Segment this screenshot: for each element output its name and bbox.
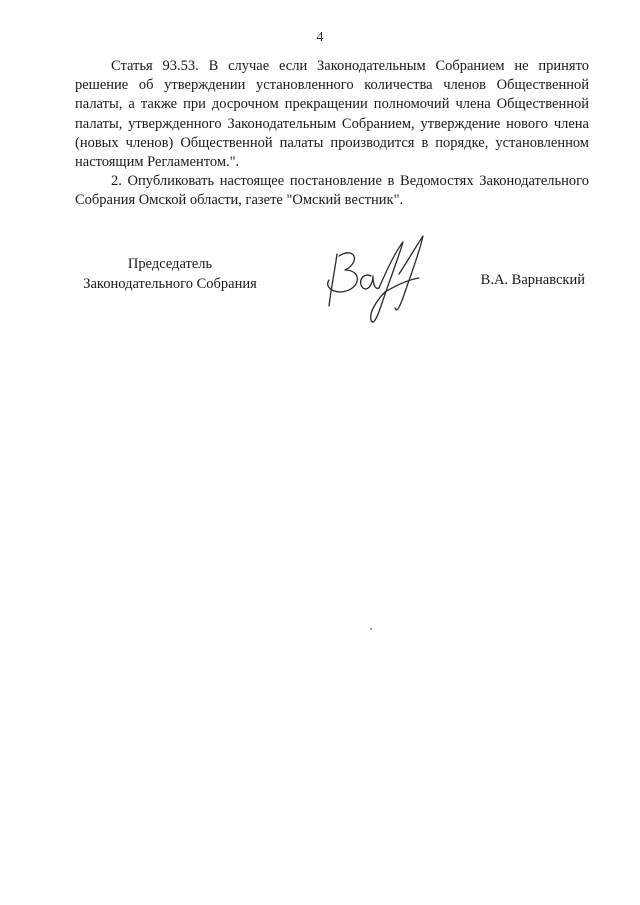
signer-title-line-1: Председатель — [127, 256, 213, 272]
body-text — [75, 57, 589, 211]
signer-title — [75, 254, 265, 294]
paragraph-publish: 2. Опубликовать настоящее постановление в Ведомостях Законодательного Собрания Омской области, газете "Омский вестник". — [75, 173, 589, 209]
handwritten-signature — [315, 234, 435, 330]
scan-speck — [370, 628, 372, 630]
signer-title-line-2: Законодательного Собрания — [83, 276, 257, 292]
page-number: 4 — [316, 30, 324, 45]
signature-block — [75, 250, 589, 340]
paragraph-article-93-53: Статья 93.53. В случае если Законодательным Собранием не принято решение об утверждении установленного количества членов Общественной палаты, а также при досрочном прекращении полномочий члена Общественной палаты, утвержденного Законодательным Собранием, утверждение нового члена (новых членов) Общественной палаты производится в порядке, установленном настоящим Регламентом.". — [75, 58, 589, 171]
signer-name: В.А. Варнавский — [480, 272, 585, 288]
